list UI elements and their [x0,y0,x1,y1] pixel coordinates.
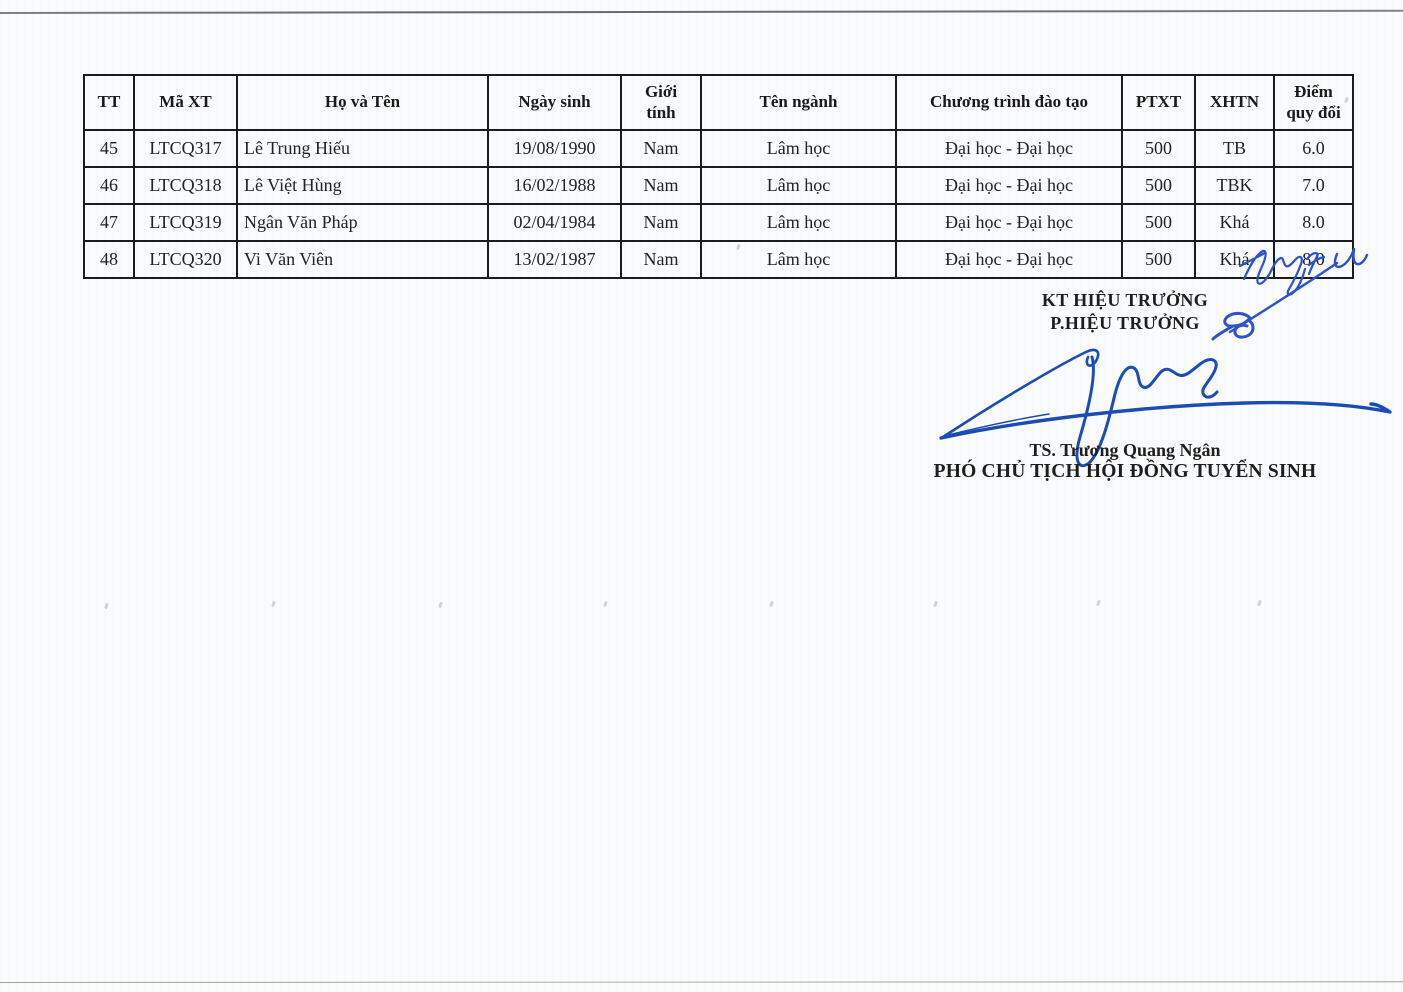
table-cell: Lâm học [701,130,896,167]
table-cell: TB [1195,130,1274,167]
signer-name: TS. Trương Quang Ngân [1029,440,1221,460]
table-header-row [84,75,1353,130]
col-header-diem-quy-doi: Điểm quy đổi [1274,75,1353,130]
col-header-gioi-tinh: Giới tính [621,75,701,130]
table-cell: Khá [1195,241,1274,278]
table-cell: Đại học - Đại học [896,241,1122,278]
table-cell: 45 [84,130,134,167]
col-header-ten-nganh: Tên ngành [701,75,896,130]
table-cell: Nam [621,204,701,241]
table-cell: 19/08/1990 [488,130,621,167]
annotation-scribble [1240,251,1324,295]
scan-speck [603,601,608,608]
col-header-tt: TT [84,75,134,130]
table-cell: 47 [84,204,134,241]
col-header-ma-xt: Mã XT [134,75,237,130]
scan-artifact-top-edge [0,10,1403,14]
col-header-xhtn: XHTN [1195,75,1274,130]
table-cell: Lê Việt Hùng [237,167,488,204]
table-cell: 48 [84,241,134,278]
table-cell: 500 [1122,241,1195,278]
table-cell: LTCQ319 [134,204,237,241]
table-cell: Đại học - Đại học [896,204,1122,241]
table-cell: 500 [1122,130,1195,167]
scan-speck [271,601,276,608]
table-row [84,130,1353,167]
table-cell: 8.0 [1274,241,1353,278]
table-cell: Lê Trung Hiếu [237,130,488,167]
scan-speck [438,602,443,609]
col-header-ngay-sinh: Ngày sinh [488,75,621,130]
table-cell: Lâm học [701,167,896,204]
table-cell: Lâm học [701,241,896,278]
scan-speck [1257,600,1262,607]
table-cell: Khá [1195,204,1274,241]
table-cell: 6.0 [1274,130,1353,167]
signer-title: PHÓ CHỦ TỊCH HỘI ĐỒNG TUYỂN SINH [933,461,1317,482]
signing-authority-line2: P.HIỆU TRƯỞNG [1050,313,1200,333]
table-cell: 02/04/1984 [488,204,621,241]
scan-speck [1096,600,1101,607]
table-cell: Nam [621,167,701,204]
handwritten-annotation [1213,249,1367,339]
annotation-mark [1213,313,1253,339]
scan-speck [933,601,938,608]
table-cell: LTCQ317 [134,130,237,167]
table-cell: Vi Văn Viên [237,241,488,278]
col-header-ptxt: PTXT [1122,75,1195,130]
table-cell: Ngân Văn Pháp [237,204,488,241]
scan-artifact-bottom-edge [0,981,1403,983]
table-cell: TBK [1195,167,1274,204]
col-header-chuong-trinh: Chương trình đào tạo [896,75,1122,130]
scan-speck [104,603,109,610]
table-cell: 8.0 [1274,204,1353,241]
table-cell: LTCQ320 [134,241,237,278]
col-header-ho-va-ten: Họ và Tên [237,75,488,130]
table-cell: Đại học - Đại học [896,167,1122,204]
signature-baseline-stroke [941,403,1390,438]
table-cell: Nam [621,130,701,167]
table-cell: 46 [84,167,134,204]
table-cell: 500 [1122,204,1195,241]
scan-speck [769,601,774,608]
table-cell: 16/02/1988 [488,167,621,204]
table-cell: 13/02/1987 [488,241,621,278]
table-cell: Đại học - Đại học [896,130,1122,167]
table-cell: LTCQ318 [134,167,237,204]
signing-authority-line1: KT HIỆU TRƯỞNG [1041,290,1209,310]
table-cell: Nam [621,241,701,278]
annotation-initial [1335,249,1367,267]
table-cell: 500 [1122,167,1195,204]
table-row [84,167,1353,204]
table-cell: 7.0 [1274,167,1353,204]
table-cell: Lâm học [701,204,896,241]
